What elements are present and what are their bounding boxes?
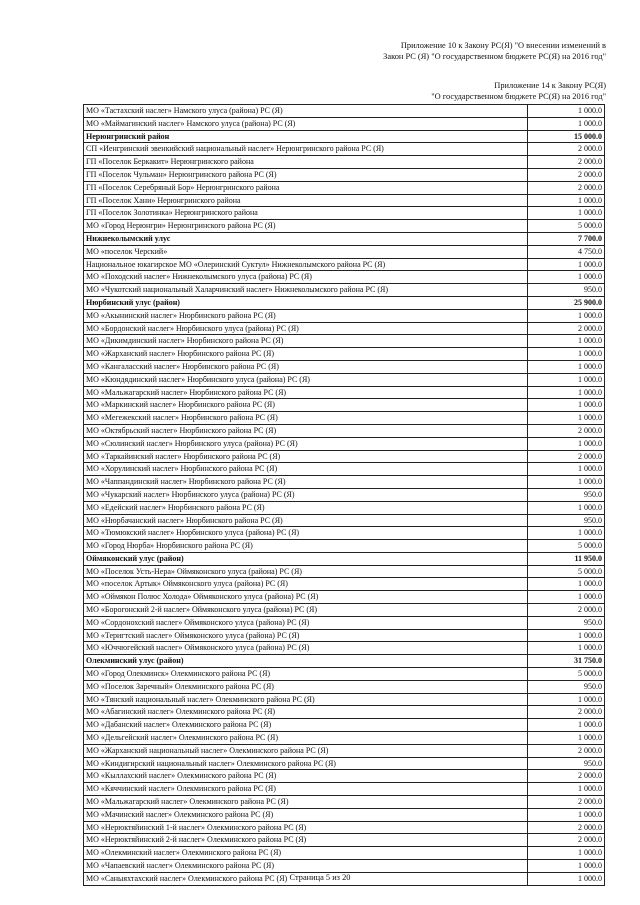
appendix-14-line-1: Приложение 14 к Закону РС(Я) (494, 81, 606, 90)
amount-cell: 1 000.0 (528, 207, 605, 220)
municipality-name: МО «Киндигирский национальный наслег» Олекминского района РС (Я) (84, 757, 528, 770)
table-row (84, 783, 605, 796)
municipality-name: МО «поселок Артык» Оймяконского улуса (района) РС (Я) (84, 578, 528, 591)
table-row (84, 207, 605, 220)
table-row (84, 143, 605, 156)
municipality-name: МО «Город Нюрба» Нюрбинского района РС (Я) (84, 540, 528, 553)
municipality-name: МО «Чукарский наслег» Нюрбинского улуса (района) РС (Я) (84, 488, 528, 501)
municipality-name: МО «Юччюгейский наслег» Оймяконского улуса (района) РС (Я) (84, 642, 528, 655)
amount-cell: 1 000.0 (528, 732, 605, 745)
table-row (84, 156, 605, 169)
amount-cell: 2 000.0 (528, 168, 605, 181)
municipality-name: МО «Поселок Заречный» Олекминского района РС (Я) (84, 680, 528, 693)
municipality-name: МО «Мальжагарский наслег» Нюрбинского района РС (Я) (84, 386, 528, 399)
table-row (84, 105, 605, 118)
amount-cell: 950.0 (528, 757, 605, 770)
amount-cell: 1 000.0 (528, 463, 605, 476)
table-row (84, 642, 605, 655)
municipality-name: МО «Нерюктяйинский 1-й наслег» Олекминского района РС (Я) (84, 821, 528, 834)
table-row (84, 732, 605, 745)
amount-cell: 2 000.0 (528, 424, 605, 437)
table-row (84, 476, 605, 489)
amount-cell: 1 000.0 (528, 258, 605, 271)
table-row (84, 821, 605, 834)
amount-cell: 1 000.0 (528, 783, 605, 796)
table-row (84, 168, 605, 181)
municipality-name: МО «Поселок Усть-Нера» Оймяконского улуса (района) РС (Я) (84, 565, 528, 578)
municipality-name: МО «Саныяхтахский наслег» Олекминского района РС (Я) (84, 872, 528, 885)
table-row (84, 719, 605, 732)
municipality-name: МО «Маркинский наслег» Нюрбинского района РС (Я) (84, 399, 528, 412)
amount-cell: 5 000.0 (528, 565, 605, 578)
table-row (84, 706, 605, 719)
municipality-name: МО «Тастахский наслег» Намского улуса (района) РС (Я) (84, 105, 528, 118)
district-name: Нерюнгринский район (84, 130, 528, 143)
amount-cell: 1 000.0 (528, 693, 605, 706)
municipality-name: МО «Дикимдинский наслег» Нюрбинского района РС (Я) (84, 335, 528, 348)
municipality-name: МО «Борогонский 2-й наслег» Оймяконского улуса (района) РС (Я) (84, 604, 528, 617)
table-row (84, 629, 605, 642)
amount-cell: 2 000.0 (528, 143, 605, 156)
amount-cell: 1 000.0 (528, 399, 605, 412)
table-row (84, 450, 605, 463)
table-row (84, 604, 605, 617)
municipality-name: МО «Акынинский наслег» Нюрбинского района РС (Я) (84, 309, 528, 322)
table-row (84, 220, 605, 233)
table-row (84, 501, 605, 514)
municipality-name: МО «Город Олекминск» Олекминского района РС (Я) (84, 668, 528, 681)
amount-cell: 1 000.0 (528, 629, 605, 642)
amount-cell: 2 000.0 (528, 834, 605, 847)
municipality-name: МО «Сордонохский наслег» Оймяконского улуса (района) РС (Я) (84, 616, 528, 629)
amount-cell: 1 000.0 (528, 719, 605, 732)
table-row (84, 591, 605, 604)
amount-cell: 1 000.0 (528, 360, 605, 373)
municipality-name: МО «Кыллахский наслег» Олекминского района РС (Я) (84, 770, 528, 783)
table-row (84, 770, 605, 783)
amount-cell: 4 750.0 (528, 245, 605, 258)
table-row (84, 412, 605, 425)
municipality-name: МО «Жарханский наслег» Нюрбинского района РС (Я) (84, 348, 528, 361)
amount-cell: 1 000.0 (528, 437, 605, 450)
amount-cell: 1 000.0 (528, 872, 605, 885)
municipality-name: ГП «Поселок Беркакит» Нерюнгринского района (84, 156, 528, 169)
table-row (84, 693, 605, 706)
table-row (84, 668, 605, 681)
amount-cell: 5 000.0 (528, 668, 605, 681)
amount-cell: 1 000.0 (528, 476, 605, 489)
amount-cell: 2 000.0 (528, 796, 605, 809)
amount-cell: 1 000.0 (528, 373, 605, 386)
amount-cell: 2 000.0 (528, 744, 605, 757)
amount-cell: 1 000.0 (528, 501, 605, 514)
amount-cell: 1 000.0 (528, 527, 605, 540)
amount-cell: 1 000.0 (528, 105, 605, 118)
municipality-name: МО «Тюмюкский наслег» Нюрбинского улуса (района) РС (Я) (84, 527, 528, 540)
municipality-name: МО «Кюндядинский наслег» Нюрбинского улуса (района) РС (Я) (84, 373, 528, 386)
municipality-name: МО «Походский наслег» Нижнеколымского улуса (района) РС (Я) (84, 271, 528, 284)
appendix-10-line-2: Закон РС (Я) "О государственном бюджете РС(Я) на 2016 год" (383, 52, 606, 61)
municipality-name: МО «Бордонский наслег» Нюрбинского улуса (района) РС (Я) (84, 322, 528, 335)
amount-cell: 2 000.0 (528, 322, 605, 335)
municipality-name: МО «Мегежекский наслег» Нюрбинского района РС (Я) (84, 412, 528, 425)
district-name: Олекминский улус (район) (84, 655, 528, 668)
table-row (84, 399, 605, 412)
table-row (84, 757, 605, 770)
appendix-14-header (431, 80, 606, 102)
table-row (84, 194, 605, 207)
district-total-row (84, 296, 605, 309)
municipality-name: МО «Жарханский национальный наслег» Олекминского района РС (Я) (84, 744, 528, 757)
amount-cell: 1 000.0 (528, 578, 605, 591)
municipality-name: МО «Оймякон Полюс Холода» Оймяконского улуса (района) РС (Я) (84, 591, 528, 604)
district-total-amount: 25 900.0 (528, 296, 605, 309)
amount-cell: 1 000.0 (528, 412, 605, 425)
amount-cell: 1 000.0 (528, 309, 605, 322)
municipality-name: МО «Дабанский наслег» Олекминского района РС (Я) (84, 719, 528, 732)
municipality-name: МО «Кангаласский наслег» Нюрбинского района РС (Я) (84, 360, 528, 373)
table-row (84, 181, 605, 194)
district-name: Нижнеколымский улус (84, 232, 528, 245)
table-row (84, 565, 605, 578)
page-number: Страница 5 из 20 (289, 873, 351, 882)
table-row (84, 117, 605, 130)
appendix-10-line-1: Приложение 10 к Закону РС(Я) "О внесении изменений в (400, 41, 606, 50)
municipality-name: МО «Таркайинский наслег» Нюрбинского района РС (Я) (84, 450, 528, 463)
municipality-name: МО «Олекминский наслег» Олекминского района РС (Я) (84, 847, 528, 860)
amount-cell: 2 000.0 (528, 604, 605, 617)
table-row (84, 514, 605, 527)
district-total-row (84, 552, 605, 565)
table-row (84, 373, 605, 386)
amount-cell: 2 000.0 (528, 450, 605, 463)
district-total-row (84, 655, 605, 668)
table-row (84, 808, 605, 821)
table-row (84, 258, 605, 271)
table-row (84, 424, 605, 437)
table-row (84, 335, 605, 348)
district-total-amount: 11 950.0 (528, 552, 605, 565)
amount-cell: 1 000.0 (528, 271, 605, 284)
amount-cell: 1 000.0 (528, 386, 605, 399)
amount-cell: 2 000.0 (528, 821, 605, 834)
municipality-name: МО «Нерюктяйинский 2-й наслег» Олекминского района РС (Я) (84, 834, 528, 847)
municipality-name: МО «Сюлинский наслег» Нюрбинского улуса (района) РС (Я) (84, 437, 528, 450)
table-row (84, 796, 605, 809)
district-name: Оймяконский улус (район) (84, 552, 528, 565)
table-row (84, 834, 605, 847)
amount-cell: 1 000.0 (528, 860, 605, 873)
amount-cell: 2 000.0 (528, 156, 605, 169)
municipality-name: Национальное юкагирское МО «Олеринский Суктул» Нижнеколымского района РС (Я) (84, 258, 528, 271)
municipality-name: МО «Мальжагарский наслег» Олекминского района РС (Я) (84, 796, 528, 809)
table-row (84, 578, 605, 591)
municipality-name: МО «Хорулинский наслег» Нюрбинского района РС (Я) (84, 463, 528, 476)
table-row (84, 860, 605, 873)
amount-cell: 1 000.0 (528, 194, 605, 207)
amount-cell: 1 000.0 (528, 117, 605, 130)
municipality-name: ГП «Поселок Чульман» Нерюнгринского района РС (Я) (84, 168, 528, 181)
district-total-row (84, 130, 605, 143)
municipality-name: МО «Маймагинский наслег» Намского улуса (района) РС (Я) (84, 117, 528, 130)
appendix-14-line-2: "О государственном бюджете РС(Я) на 2016 год" (431, 92, 606, 101)
amount-cell: 1 000.0 (528, 808, 605, 821)
municipality-name: МО «Чаппандинский наслег» Нюрбинского района РС (Я) (84, 476, 528, 489)
amount-cell: 950.0 (528, 680, 605, 693)
amount-cell: 1 000.0 (528, 642, 605, 655)
table-row (84, 847, 605, 860)
table-row (84, 386, 605, 399)
table-row (84, 245, 605, 258)
amount-cell: 950.0 (528, 284, 605, 297)
municipality-name: СП «Иенгринский эвенкийский национальный наслег» Нерюнгринского района РС (Я) (84, 143, 528, 156)
district-total-amount: 31 750.0 (528, 655, 605, 668)
amount-cell: 5 000.0 (528, 220, 605, 233)
municipality-name: МО «Едейский наслег» Нюрбинского района РС (Я) (84, 501, 528, 514)
table-row (84, 284, 605, 297)
municipality-name: МО «Чукотский национальный Халарчинский наслег» Нижнеколымского района РС (Я) (84, 284, 528, 297)
municipality-name: МО «Тянский национальный наслег» Олекминского района РС (Я) (84, 693, 528, 706)
table-row (84, 271, 605, 284)
amount-cell: 950.0 (528, 616, 605, 629)
district-total-amount: 15 000.0 (528, 130, 605, 143)
municipality-name: МО «Абагинский наслег» Олекминского района РС (Я) (84, 706, 528, 719)
table-row (84, 680, 605, 693)
table-row (84, 360, 605, 373)
municipality-name: МО «Нюрбачанский наслег» Нюрбинского района РС (Я) (84, 514, 528, 527)
budget-allocation-table (83, 104, 605, 886)
municipality-name: МО «Дельгейский наслег» Олекминского района РС (Я) (84, 732, 528, 745)
municipality-name: МО «Мачинский наслег» Олекминского района РС (Я) (84, 808, 528, 821)
table-row (84, 309, 605, 322)
municipality-name: МО «Чапаевский наслег» Олекминского района РС (Я) (84, 860, 528, 873)
municipality-name: МО «Кяччинский наслег» Олекминского района РС (Я) (84, 783, 528, 796)
district-total-row (84, 232, 605, 245)
municipality-name: МО «Город Нерюнгри» Нерюнгринского района РС (Я) (84, 220, 528, 233)
district-total-amount: 7 700.0 (528, 232, 605, 245)
table-row (84, 437, 605, 450)
appendix-10-header (383, 40, 606, 62)
amount-cell: 950.0 (528, 514, 605, 527)
amount-cell: 2 000.0 (528, 770, 605, 783)
municipality-name: ГП «Поселок Хани» Нерюнгринского района (84, 194, 528, 207)
amount-cell: 1 000.0 (528, 335, 605, 348)
municipality-name: МО «поселок Черский» (84, 245, 528, 258)
municipality-name: ГП «Поселок Серебряный Бор» Нерюнгринского района (84, 181, 528, 194)
amount-cell: 2 000.0 (528, 706, 605, 719)
table-row (84, 540, 605, 553)
table-row (84, 348, 605, 361)
table-row (84, 322, 605, 335)
table-row (84, 463, 605, 476)
table-row (84, 616, 605, 629)
amount-cell: 1 000.0 (528, 847, 605, 860)
municipality-name: МО «Теригтский наслег» Оймяконского улуса (района) РС (Я) (84, 629, 528, 642)
district-name: Нюрбинский улус (район) (84, 296, 528, 309)
amount-cell: 950.0 (528, 488, 605, 501)
table-row (84, 744, 605, 757)
table-row (84, 527, 605, 540)
amount-cell: 1 000.0 (528, 591, 605, 604)
amount-cell: 1 000.0 (528, 348, 605, 361)
amount-cell: 5 000.0 (528, 540, 605, 553)
table-row (84, 488, 605, 501)
municipality-name: ГП «Поселок Золотинка» Нерюнгринского района (84, 207, 528, 220)
amount-cell: 2 000.0 (528, 181, 605, 194)
municipality-name: МО «Октябрьский наслег» Нюрбинского района РС (Я) (84, 424, 528, 437)
